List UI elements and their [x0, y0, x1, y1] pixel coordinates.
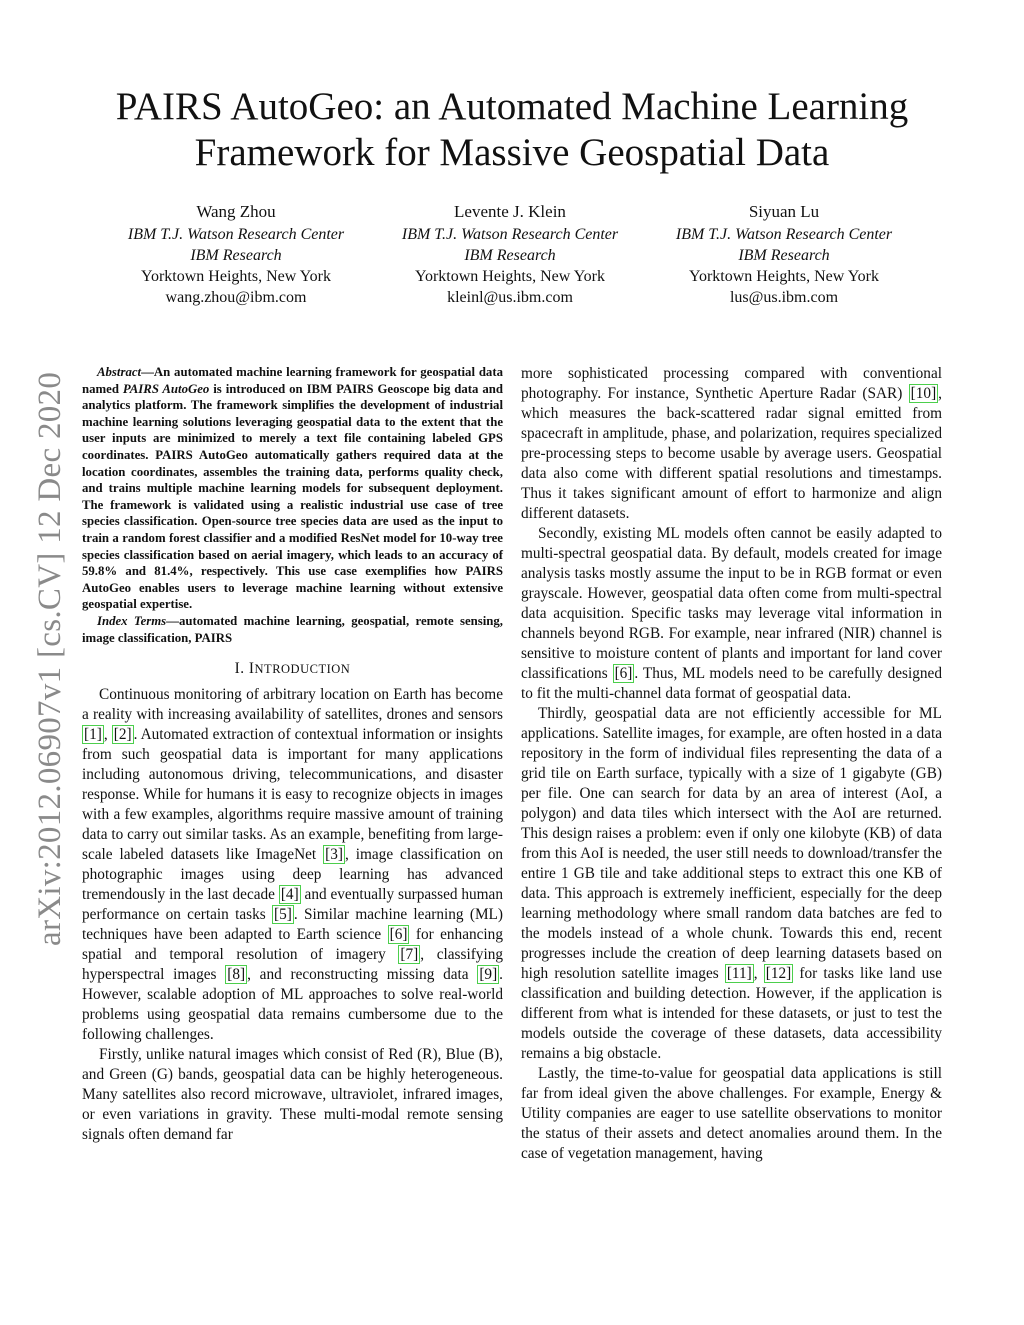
paper-title — [60, 84, 964, 176]
paragraph: more sophisticated processing compared with conventional photography. For instance, Synthetic Aperture Radar (SAR) [10] , which measures the back-scattered radar signal emitted from spacecraft in amplitude, phase, and polarization, requires specialized pre-processing steps to become usable by average users. Geospatial data also come with different spatial resolutions and timestamps. Thus it takes significant amount of effort to harmonize and align different datasets. — [521, 365, 942, 522]
paragraph: Lastly, the time-to-value for geospatial data applications is still far from ideal given the above challenges. For example, Energy & Utility companies are eager to use satellite observations to monitor the status of their assets and detect anomalies around them. In the case of vegetation management, having — [521, 1065, 942, 1162]
paragraph: Secondly, existing ML models often cannot be easily adapted to multi-spectral geospatial data. By default, models created for image analysis tasks mostly assume the input to be in RGB format or even grayscale. However, geospatial data often come from multi-spectral data acquisition. Specific tasks may leverage vital information in channels beyond RGB. For example, near infrared (NIR) channel is sensitive to moisture content of plants and important for land cover classifications [6] . Thus, ML models need to be carefully designed to fit the multi-channel data format of geospatial data. — [521, 525, 942, 702]
abstract-label: Abstract — [97, 365, 142, 379]
paragraph: Thirdly, geospatial data are not efficiently accessible for ML applications. Satellite images, for example, are often hosted in a data repository in the form of individual files representing the data of a grid tile on Earth surface, typically with a size of 1 gigabyte (GB) per file. One can search for data by an area of interest (AoI, a polygon) and data tiles which intersect with the AoI are returned. This design raises a problem: even if only one kilobyte (KB) of data from this AoI is needed, the user still needs to download/transfer the entire 1 GB tile and take additional steps to extract this one KB of data. This approach is extremely inefficient, especially for the deep learning methodology where small random data batches are fed to the models instead of a whole chunk. Towards this end, recent progresses include the creation of deep learning datasets based on high resolution satellite images [11] , [12] for tasks like land use classification and building detection. However, if the application is different from what is intended for these datasets, or just to test the models outside the coverage of these datasets, data accessibility remains a big obstacle. — [521, 705, 942, 1062]
author-name: Wang Zhou — [196, 202, 276, 221]
index-terms: Index Terms—automated machine learning, geospatial, remote sensing, image classification, PAIRS — [82, 613, 504, 645]
author-affiliation: IBM T.J. Watson Research Center — [127, 226, 345, 243]
system-name: PAIRS AutoGeo — [122, 381, 210, 396]
author-email: lus@us.ibm.com — [729, 289, 839, 306]
author-1 — [86, 200, 386, 308]
citation-link[interactable]: [5] — [274, 906, 292, 924]
citation-link[interactable]: [7] — [400, 946, 419, 964]
abstract: Abstract—An automated machine learning framework for geospatial data named PAIRS AutoGeo is introduced on IBM PAIRS Geoscope big data and analytics platform. The framework simplifies the development of industrial machine learning solutions leveraging geospatial data to the extent that the user inputs are minimized to merely a text file containing labeled GPS coordinates. PAIRS AutoGeo automatically gathers required data at the location coordinates, assembles the training data, performs quality check, and trains multiple machine learning models for subsequent deployment. The framework is validated using a realistic industrial use case of tree species classification. Open-source tree species data are used as the input to train a random forest classifier and a modified ResNet model for 10-way tree species classification based on aerial imagery, which leads to an accuracy of 59.8% and 81.4%, respectively. This use case exemplifies how PAIRS AutoGeo enables users to leverage machine learning without extensive geospatial expertise. — [82, 365, 504, 612]
author-3 — [634, 200, 934, 308]
left-column — [82, 364, 503, 1145]
citation-link[interactable]: [6] — [614, 665, 633, 682]
title-line-2: Framework for Massive Geospatial Data — [194, 131, 830, 174]
author-affiliation: IBM T.J. Watson Research Center — [675, 226, 893, 243]
citation-link[interactable]: [3] — [325, 846, 343, 864]
paragraph: Firstly, unlike natural images which consist of Red (R), Blue (B), and Green (G) bands, geospatial data can be highly heterogeneous. Many satellites also record microwave, ultraviolet, infrared images, or even variations in gravity. These multi-modal remote sensing signals often demand far — [82, 1046, 503, 1144]
author-name: Levente J. Klein — [454, 202, 566, 221]
arxiv-identifier: arXiv:2012.06907v1 [cs.CV] 12 Dec 2020 — [32, 371, 68, 946]
citation-link[interactable]: [12] — [765, 965, 792, 982]
author-location: Yorktown Heights, New York — [141, 268, 331, 285]
section-heading-introduction: I. INTRODUCTION — [234, 660, 351, 678]
citation-link[interactable]: [2] — [113, 726, 132, 744]
author-affiliation-org: IBM Research — [190, 247, 282, 264]
citation-link[interactable]: [9] — [479, 966, 498, 984]
citation-link[interactable]: [1] — [84, 726, 102, 744]
title-line-1: PAIRS AutoGeo: an Automated Machine Learning — [115, 85, 909, 128]
citation-link[interactable]: [11] — [726, 965, 752, 982]
index-terms-label: Index Terms — [97, 613, 167, 628]
author-affiliation: IBM T.J. Watson Research Center — [401, 226, 619, 243]
citation-link[interactable]: [10] — [910, 385, 937, 402]
paragraph: Continuous monitoring of arbitrary location on Earth has become a reality with increasing availability of satellites, drones and sensors [1] , [2] . Automated extraction of contextual information or insights from such geospatial data is important for many applications including autonomous driving, telecommunications, and disaster response. While for humans it is easy to recognize objects in images with a few examples, algorithms require massive amount of training data to carry out similar tasks. As an example, benefiting from large-scale labeled datasets like ImageNet [3] , image classification on photographic images using deep learning has advanced tremendously in the last decade [4] and eventually surpassed human performance on certain tasks [5] . Similar machine learning (ML) techniques have been adapted to Earth science [6] for enhancing spatial and temporal resolution of imagery [7] , classifying hyperspectral images [8] , and reconstructing missing data [9] . However, scalable adoption of ML approaches to solve real-world problems using geospatial data remains cumbersome due to the following challenges. — [82, 686, 503, 1044]
citation-link[interactable]: [4] — [280, 886, 299, 904]
right-column — [521, 364, 942, 1164]
author-location: Yorktown Heights, New York — [689, 268, 879, 285]
author-location: Yorktown Heights, New York — [415, 268, 605, 285]
author-email: wang.zhou@ibm.com — [165, 289, 307, 306]
author-affiliation-org: IBM Research — [464, 247, 556, 264]
author-email: kleinl@us.ibm.com — [447, 289, 573, 306]
author-2 — [360, 200, 660, 308]
citation-link[interactable]: [6] — [389, 926, 408, 944]
author-affiliation-org: IBM Research — [738, 247, 830, 264]
citation-link[interactable]: [8] — [227, 966, 246, 984]
author-name: Siyuan Lu — [748, 202, 820, 221]
